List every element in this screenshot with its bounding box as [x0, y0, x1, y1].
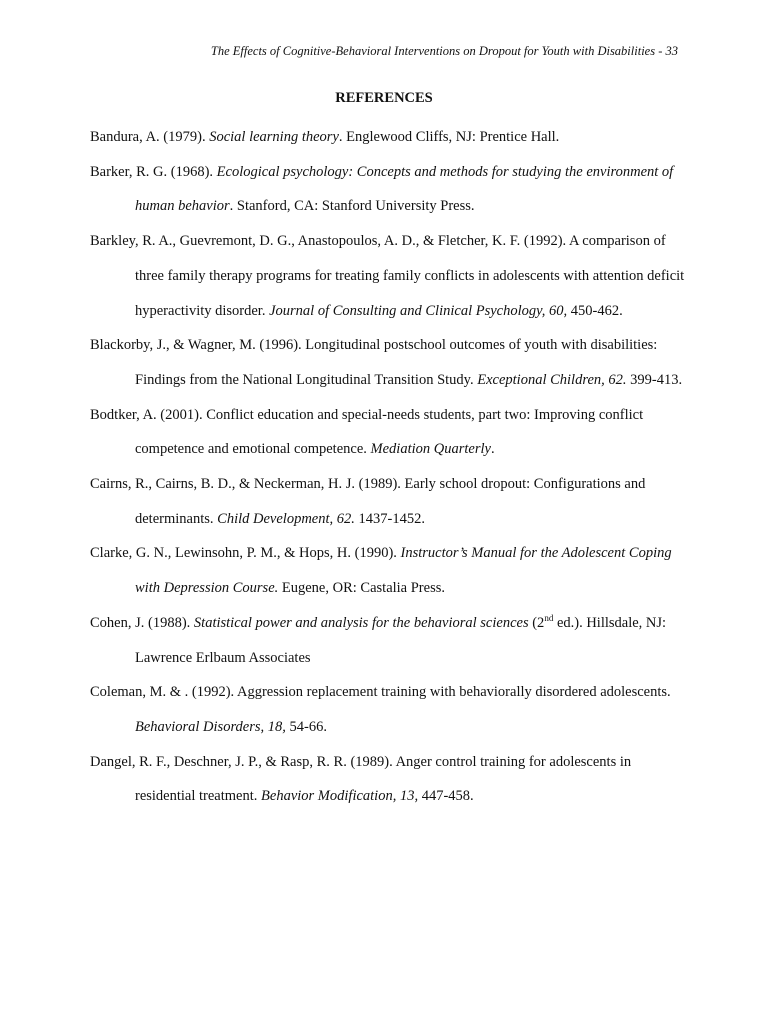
reference-entry: Cairns, R., Cairns, B. D., & Neckerman, H. J. (1989). Early school dropout: Configurations and determinants. Child Development, 62. 1437-1452. [90, 476, 646, 527]
reference-entry: Barker, R. G. (1968). Ecological psychology: Concepts and methods for studying the environment of human behavior. Stanford, CA: Stanford University Press. [90, 163, 674, 215]
reference-entry: Dangel, R. F., Deschner, J. P., & Rasp, R. R. (1989). Anger control training for adolescents in residential treatment. Behavior Modification, 13, 447-458. [90, 753, 632, 805]
reference-entry: Cohen, J. (1988). Statistical power and analysis for the behavioral sciences (2nd ed.). Hillsdale, NJ: Lawrence Erlbaum Associates [90, 612, 667, 666]
running-head: The Effects of Cognitive-Behavioral Interventions on Dropout for Youth with Disabilities - 33 [210, 44, 678, 58]
reference-entry: Barkley, R. A., Guevremont, D. G., Anastopoulos, A. D., & Fletcher, K. F. (1992). A comparison of three family therapy programs for treating family conflicts in adolescents with attention deficit hyperactivity disorder. Journal of Consulting and Clinical Psychology, 60, 450-462. [90, 233, 685, 319]
reference-entry: Bodtker, A. (2001). Conflict education and special-needs students, part two: Improving conflict competence and emotional competence. Mediation Quarterly. [90, 406, 644, 458]
reference-list [90, 120, 690, 814]
page-title: REFERENCES [335, 90, 433, 106]
reference-entry: Blackorby, J., & Wagner, M. (1996). Longitudinal postschool outcomes of youth with disabilities: Findings from the National Longitudinal Transition Study. Exceptional Children, 62. 399-413. [90, 337, 683, 388]
reference-entry: Coleman, M. & . (1992). Aggression replacement training with behaviorally disordered adolescents. Behavioral Disorders, 18, 54-66. [90, 684, 671, 735]
reference-entry: Bandura, A. (1979). Social learning theory. Englewood Cliffs, NJ: Prentice Hall. [90, 129, 560, 145]
reference-entry: Clarke, G. N., Lewinsohn, P. M., & Hops, H. (1990). Instructor’s Manual for the Adolescent Coping with Depression Course. Eugene, OR: Castalia Press. [90, 545, 672, 597]
